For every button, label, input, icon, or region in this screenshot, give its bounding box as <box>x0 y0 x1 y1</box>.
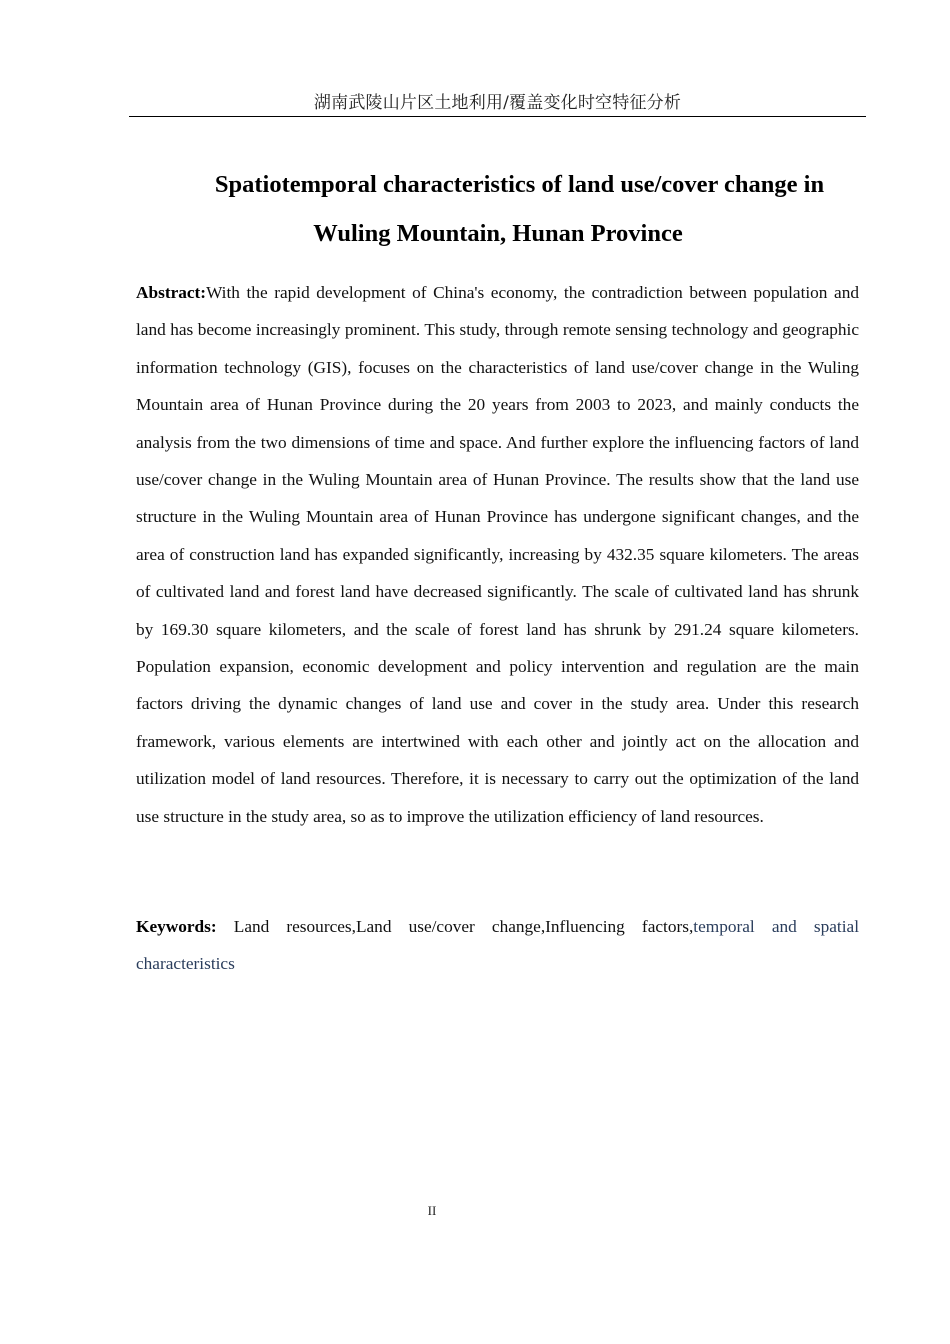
paper-title-line-1: Spatiotemporal characteristics of land use/cover change in <box>214 171 825 198</box>
keywords-paragraph <box>136 908 859 982</box>
page-number: II <box>427 1203 437 1218</box>
abstract-label: Abstract: <box>136 283 207 302</box>
running-header <box>129 92 866 117</box>
paper-title <box>136 160 860 258</box>
keywords-label: Keywords: <box>136 917 217 936</box>
abstract-text: With the rapid development of China's economy, the contradiction between population and land has become increasingly prominent. This study, through remote sensing technology and geographic information technology (GIS), focuses on the characteristics of land use/cover change in the Wuling Mountain area of Hunan Province during the 20 years from 2003 to 2023, and mainly conducts the analysis from the two dimensions of time and space. And further explore the influencing factors of land use/cover change in the Wuling Mountain area of Hunan Province. The results show that the land use structure in the Wuling Mountain area of Hunan Province has undergone significant changes, and the area of construction land has expanded significantly, increasing by 432.35 square kilometers. The areas of cultivated land and forest land have decreased significantly. The scale of cultivated land has shrunk by 169.30 square kilometers, and the scale of forest land has shrunk by 291.24 square kilometers. Population expansion, economic development and policy intervention and regulation are the main factors driving the dynamic changes of land use and cover in the study area. Under this research framework, various elements are intertwined with each other and jointly act on the allocation and utilization model of land resources. Therefore, it is necessary to carry out the optimization of the land use structure in the study area, so as to improve the utilization efficiency of land resources. <box>136 283 859 826</box>
running-header-text: 湖南武陵山片区土地利用/覆盖变化时空特征分析 <box>313 93 682 113</box>
paper-title-line-2: Wuling Mountain, Hunan Province <box>313 220 683 247</box>
abstract-paragraph <box>136 274 859 835</box>
keywords-text: Land resources,Land use/cover change,Influencing factors, <box>216 917 694 936</box>
keywords-highlighted-text: temporal and spatial characteristics <box>136 917 859 973</box>
